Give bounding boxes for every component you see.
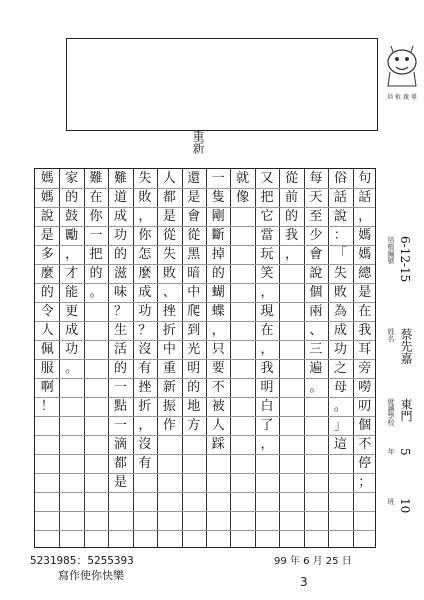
essay-character: 的 (113, 247, 127, 262)
essay-character: 個 (309, 285, 323, 300)
essay-character: 把 (89, 247, 103, 262)
essay-character: 失 (162, 247, 176, 262)
essay-character: 兩 (309, 304, 323, 319)
essay-character: 只 (211, 342, 225, 357)
essay-character: 服 (40, 361, 54, 376)
essay-character: 活 (113, 342, 127, 357)
essay-character: 麼 (40, 266, 54, 281)
essay-character: 功 (65, 342, 79, 357)
essay-character: ， (284, 247, 298, 262)
essay-character: 把 (260, 190, 274, 205)
essay-character: 現 (260, 304, 274, 319)
essay-character: 耳 (358, 342, 372, 357)
essay-character: 句 (358, 171, 372, 186)
essay-character: 嘮 (358, 380, 372, 395)
essay-character: 成 (65, 323, 79, 338)
grid-row-divider (35, 283, 375, 284)
grade-value: 5 (398, 448, 412, 456)
essay-character: 生 (113, 323, 127, 338)
essay-character: ， (260, 437, 274, 452)
essay-character: 旁 (358, 361, 372, 376)
essay-character: 是 (113, 475, 127, 490)
teacher-stamp-icon (384, 42, 420, 94)
essay-character: 之 (333, 361, 347, 376)
essay-character: ， (65, 247, 79, 262)
essay-character: 隻 (211, 190, 225, 205)
essay-character: 滋 (113, 266, 127, 281)
essay-character: ： (333, 228, 347, 243)
essay-character: 說 (333, 209, 347, 224)
essay-character: 每 (309, 171, 323, 186)
handwritten-note: 重新 (191, 130, 205, 154)
essay-character: 踩 (211, 437, 225, 452)
essay-character: 蝶 (211, 304, 225, 319)
essay-character: 啊 (40, 380, 54, 395)
essay-character: 你 (138, 228, 152, 243)
essay-character: 白 (260, 399, 274, 414)
essay-character: ， (138, 209, 152, 224)
teacher-comment-box (66, 38, 378, 131)
essay-character: 總 (358, 266, 372, 281)
essay-character: 不 (211, 380, 225, 395)
essay-character: 振 (162, 399, 176, 414)
essay-character: 令 (40, 304, 54, 319)
essay-character: 是 (162, 209, 176, 224)
essay-character: 從 (187, 228, 201, 243)
essay-character: 媽 (358, 247, 372, 262)
grid-row-divider (35, 302, 375, 303)
essay-character: 被 (211, 399, 225, 414)
essay-character: 道 (113, 190, 127, 205)
essay-character: 敗 (138, 190, 152, 205)
essay-character: 敗 (162, 266, 176, 281)
grid-row-divider (35, 245, 375, 246)
grid-row-divider (35, 397, 375, 398)
essay-character: 我 (284, 228, 298, 243)
essay-character: 點 (113, 399, 127, 414)
essay-character: ， (260, 342, 274, 357)
essay-character: 更 (65, 304, 79, 319)
essay-character: 挫 (162, 304, 176, 319)
essay-character: 我 (260, 361, 274, 376)
essay-character: 折 (138, 399, 152, 414)
essay-character: 還 (187, 171, 201, 186)
essay-character: 會 (187, 209, 201, 224)
essay-character: 像 (236, 190, 250, 205)
essay-character: 俗 (333, 171, 347, 186)
essay-character: 要 (211, 361, 225, 376)
essay-character: ； (358, 475, 372, 490)
essay-character: 勵 (65, 228, 79, 243)
essay-character: 剛 (211, 209, 225, 224)
essay-character: 母 (333, 380, 347, 395)
essay-character: 新 (162, 380, 176, 395)
essay-character: 在 (260, 323, 274, 338)
grid-row-divider (35, 511, 375, 512)
essay-character: 。 (89, 285, 103, 300)
essay-character: 明 (187, 361, 201, 376)
essay-character: 又 (260, 171, 274, 186)
essay-character: 才 (65, 266, 79, 281)
essay-character: 成 (113, 209, 127, 224)
grid-row-divider (35, 264, 375, 265)
essay-character: 的 (113, 361, 127, 376)
essay-character: 少 (309, 228, 323, 243)
essay-character: 失 (138, 171, 152, 186)
grid-row-divider (35, 207, 375, 208)
essay-character: 從 (162, 228, 176, 243)
writing-grid (34, 168, 376, 548)
school-label: 就讀學校 (387, 398, 395, 426)
essay-character: 是 (187, 190, 201, 205)
name-label: 姓名 (387, 328, 395, 342)
essay-character: 至 (309, 209, 323, 224)
essay-character: 成 (138, 285, 152, 300)
essay-character: 人 (162, 171, 176, 186)
essay-character: 沒 (138, 342, 152, 357)
essay-character: 沒 (138, 437, 152, 452)
essay-character: 說 (309, 266, 323, 281)
grid-row-divider (35, 473, 375, 474)
grid-row-divider (35, 321, 375, 322)
essay-character: 笑 (260, 266, 274, 281)
essay-character: 功 (113, 228, 127, 243)
essay-character: ， (260, 285, 274, 300)
grid-code-label: 培植編號 (387, 236, 395, 264)
essay-character: 人 (40, 323, 54, 338)
grid-row-divider (35, 454, 375, 455)
essay-character: 。 (333, 399, 347, 414)
essay-character: 的 (187, 380, 201, 395)
essay-character: 我 (358, 323, 372, 338)
essay-character: 蝴 (211, 285, 225, 300)
essay-character: 光 (187, 342, 201, 357)
essay-character: 功 (333, 342, 347, 357)
essay-character: 一 (211, 171, 225, 186)
grid-row-divider (35, 492, 375, 493)
essay-character: 人 (211, 418, 225, 433)
essay-character: 不 (358, 437, 372, 452)
essay-character: 成 (333, 323, 347, 338)
class-label: 班 (387, 498, 395, 505)
essay-character: 都 (162, 190, 176, 205)
grid-code-value: 6-12-15 (398, 236, 412, 283)
essay-character: 中 (187, 285, 201, 300)
essay-character: 從 (284, 171, 298, 186)
essay-character: 味 (113, 285, 127, 300)
essay-character: 的 (284, 209, 298, 224)
school-name: 東門 (399, 398, 413, 422)
essay-character: 滴 (113, 437, 127, 452)
essay-character: 的 (89, 266, 103, 281)
essay-character: 掉 (211, 247, 225, 262)
essay-character: 」 (333, 418, 347, 433)
essay-character: ， (358, 209, 372, 224)
footer-slogan: 寫作使你快樂 (58, 569, 124, 582)
essay-character: 會 (309, 247, 323, 262)
essay-character: 有 (138, 456, 152, 471)
essay-character: 到 (187, 323, 201, 338)
grade-label: 年 (387, 448, 395, 455)
essay-character: 一 (113, 418, 127, 433)
essay-character: 天 (309, 190, 323, 205)
essay-character: 說 (40, 209, 54, 224)
essay-character: 在 (358, 304, 372, 319)
essay-character: 暗 (187, 266, 201, 281)
class-value: 10 (398, 498, 412, 514)
essay-character: 個 (358, 418, 372, 433)
grid-row-divider (35, 530, 375, 531)
essay-character: 家 (65, 171, 79, 186)
essay-character: ？ (138, 323, 152, 338)
essay-character: 、 (309, 323, 323, 338)
grid-row-divider (35, 359, 375, 360)
grid-row-divider (35, 188, 375, 189)
essay-character: 當 (260, 228, 274, 243)
essay-character: 爬 (187, 304, 201, 319)
grid-row-divider (35, 340, 375, 341)
essay-character: 它 (260, 209, 274, 224)
essay-character: 明 (260, 380, 274, 395)
essay-character: 功 (138, 304, 152, 319)
essay-character: ， (138, 418, 152, 433)
essay-character: 能 (65, 285, 79, 300)
essay-character: 麼 (138, 266, 152, 281)
essay-character: 。 (309, 380, 323, 395)
essay-character: 了 (260, 418, 274, 433)
grid-row-divider (35, 378, 375, 379)
essay-character: 。 (65, 361, 79, 376)
essay-character: 是 (40, 228, 54, 243)
essay-character: 話 (333, 190, 347, 205)
essay-character: 挫 (138, 380, 152, 395)
essay-character: ， (211, 323, 225, 338)
essay-character: 多 (40, 247, 54, 262)
stamp-caption: 培 植 親 導 (387, 94, 417, 101)
essay-character: 重 (162, 361, 176, 376)
essay-character: 方 (187, 418, 201, 433)
essay-character: 、 (162, 285, 176, 300)
student-name: 蔡先嘉 (399, 328, 413, 364)
essay-character: 叨 (358, 399, 372, 414)
student-info-column (382, 236, 420, 556)
essay-character: 玩 (260, 247, 274, 262)
essay-character: 在 (89, 190, 103, 205)
essay-character: 折 (162, 323, 176, 338)
grid-row-divider (35, 416, 375, 417)
essay-character: 是 (358, 285, 372, 300)
essay-character: 一 (89, 228, 103, 243)
essay-character: 遍 (309, 361, 323, 376)
essay-character: 媽 (40, 171, 54, 186)
footer-phone-numbers: 5231985：5255393 (30, 554, 134, 567)
essay-character: 鼓 (65, 209, 79, 224)
essay-character: 話 (358, 190, 372, 205)
essay-character: 難 (113, 171, 127, 186)
essay-character: 就 (236, 171, 250, 186)
essay-character: 失 (333, 266, 347, 281)
page-number: 3 (300, 575, 308, 589)
essay-character: 前 (284, 190, 298, 205)
essay-character: 斷 (211, 228, 225, 243)
essay-character: 為 (333, 304, 347, 319)
essay-character: 的 (40, 285, 54, 300)
essay-character: ！ (40, 399, 54, 414)
essay-character: 你 (89, 209, 103, 224)
date-written: 99 年 6 月 25 日 (274, 556, 352, 567)
essay-character: 的 (65, 190, 79, 205)
essay-character: 怎 (138, 247, 152, 262)
essay-character: 一 (113, 380, 127, 395)
essay-character: 三 (309, 342, 323, 357)
essay-character: 難 (89, 171, 103, 186)
essay-character: 媽 (40, 190, 54, 205)
grid-row-divider (35, 435, 375, 436)
essay-character: 這 (333, 437, 347, 452)
grid-row-divider (35, 226, 375, 227)
essay-character: 黑 (187, 247, 201, 262)
essay-character: ？ (113, 304, 127, 319)
essay-character: 停 (358, 456, 372, 471)
essay-character: 都 (113, 456, 127, 471)
essay-character: 地 (187, 399, 201, 414)
essay-character: 作 (162, 418, 176, 433)
essay-character: 敗 (333, 285, 347, 300)
essay-character: 佩 (40, 342, 54, 357)
essay-character: 有 (138, 361, 152, 376)
essay-character: 媽 (358, 228, 372, 243)
essay-character: 的 (211, 266, 225, 281)
essay-character: 「 (333, 247, 347, 262)
essay-character: 中 (162, 342, 176, 357)
